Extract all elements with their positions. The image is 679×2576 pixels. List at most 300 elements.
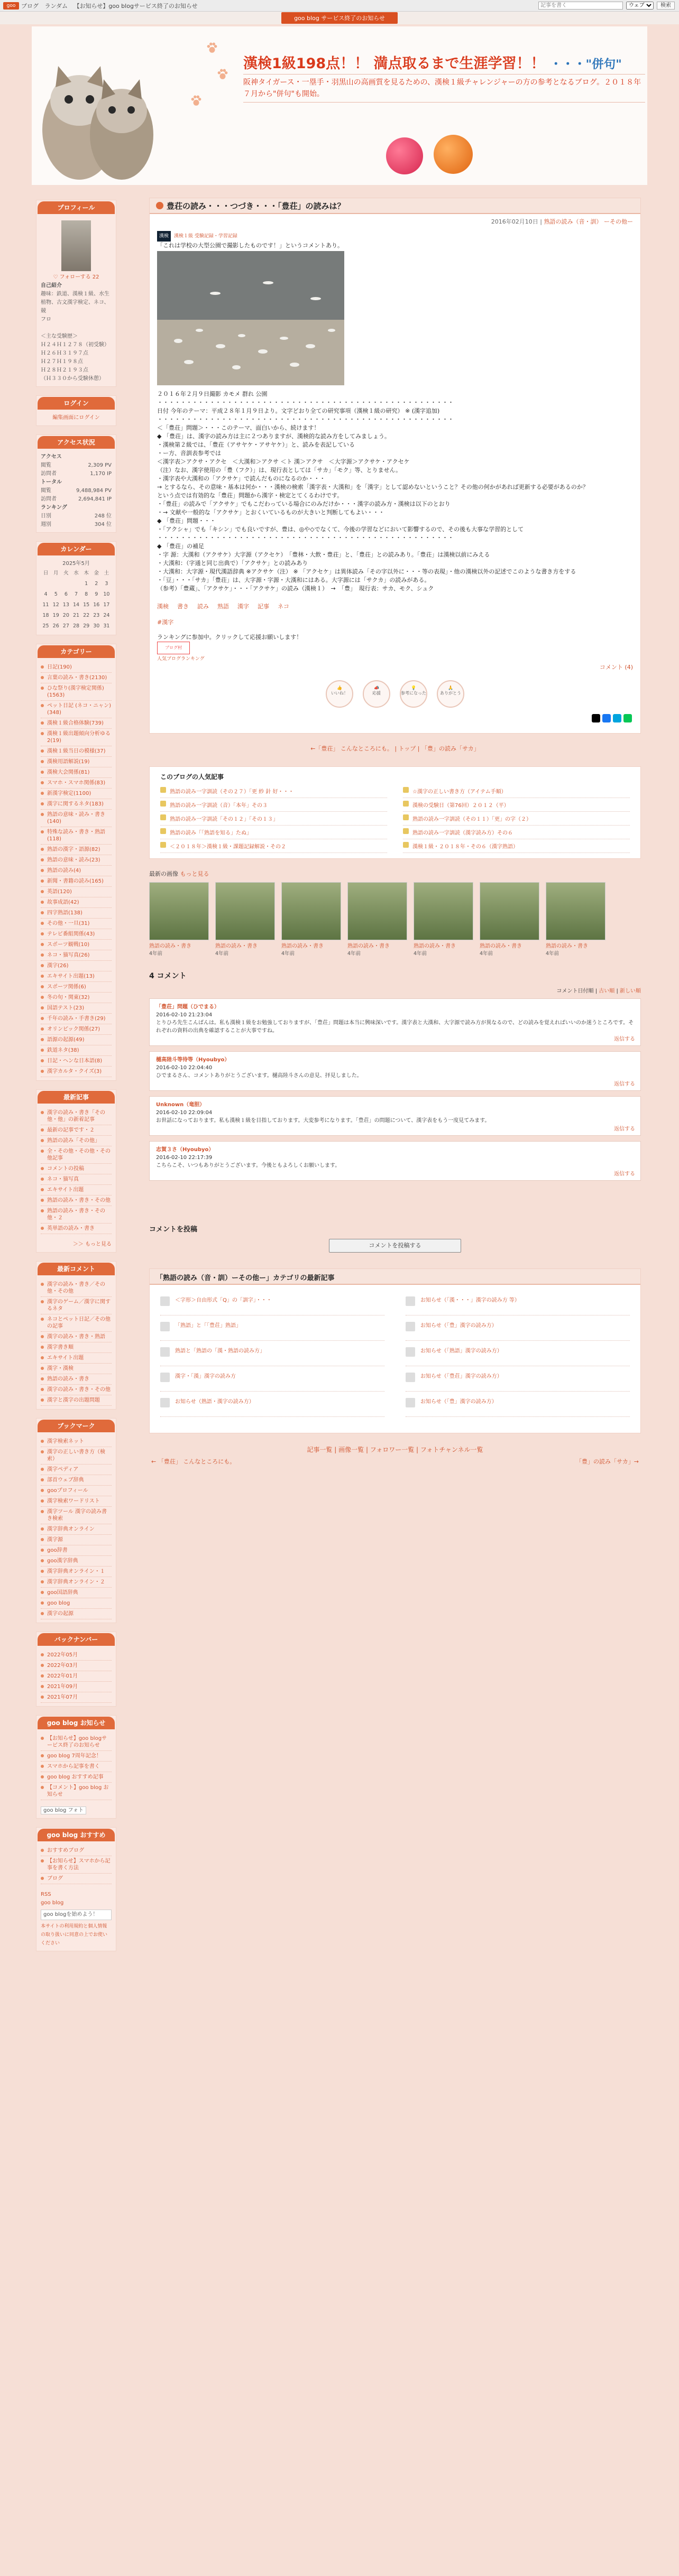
- bookmark-link[interactable]: 漢字検索ネット: [41, 1437, 112, 1447]
- goo-blog-photo-link[interactable]: goo blog フォト: [41, 1806, 86, 1814]
- terms-note: 本サイトの利用規約と個人情報の取り扱いに同意の上でお使いください: [41, 1924, 108, 1946]
- photo-caption: ２０１６年２月９日撮影 カモメ 群れ 公園: [157, 391, 268, 397]
- paw-icon: [190, 95, 202, 107]
- login-box: [36, 395, 116, 426]
- kanken-link[interactable]: 漢検１級 受験記録・学習記録: [174, 234, 237, 239]
- tags[interactable]: #漢字: [157, 619, 174, 626]
- thumbnail-caption[interactable]: 熟語の読み・書き: [149, 943, 191, 949]
- category-link[interactable]: 熟語の読み(4): [41, 866, 112, 876]
- reaction-buttons: [150, 680, 640, 708]
- recent-images-heading: 最新の画像: [149, 870, 178, 877]
- tag-link[interactable]: 読み: [197, 603, 209, 610]
- category-latest: [149, 1268, 641, 1433]
- blog-village-banner[interactable]: ブログ村: [157, 642, 190, 654]
- comments-section: [149, 970, 641, 1202]
- category-link[interactable]: 語源の起源(49): [41, 1035, 112, 1045]
- paw-icon: [206, 42, 218, 54]
- recent-images-more-link[interactable]: もっと見る: [180, 870, 209, 877]
- body-line: ＜「豊荘」問題＞・・・このテーマ、面白いから、続けます！: [157, 424, 320, 431]
- recommend-heading: goo blog おすすめ: [38, 1829, 115, 1841]
- sort-old-link[interactable]: 古い順: [599, 988, 615, 994]
- category-latest-link[interactable]: 熟語と「熟語の「漢・熟語の読み方」: [160, 1341, 384, 1366]
- recent-article-link[interactable]: 熟語の読み・書き・その他: [41, 1196, 112, 1206]
- start-blog-button[interactable]: goo blogを始めよう！: [41, 1910, 112, 1920]
- category-link[interactable]: 言葉の読み・書き(2130): [41, 673, 112, 683]
- backnumber-link[interactable]: 2021年07月: [41, 1692, 112, 1703]
- bookmark-link[interactable]: 漢字の正しい書き方（検索）: [41, 1447, 112, 1465]
- next-post-link[interactable]: 「豊」の読み「サカ」: [421, 745, 480, 752]
- avatar[interactable]: [61, 220, 91, 271]
- line-share-icon[interactable]: [623, 714, 632, 722]
- image-thumbnail[interactable]: [281, 882, 341, 957]
- popular-article-link[interactable]: 熟語の読み一字訓読（その１１）「更」の字（２）: [403, 812, 630, 826]
- category-link[interactable]: 日記・ヘンな日本語(8): [41, 1056, 112, 1067]
- reply-link[interactable]: 返信する: [614, 1036, 635, 1042]
- footer-prev-link[interactable]: ← 「豊荘」 こんなところにも。: [151, 1458, 236, 1465]
- thumbnail-date: 4年前: [347, 951, 361, 957]
- category-link[interactable]: 漢字に関するネタ(183): [41, 799, 112, 810]
- body-line: ・大漢和：（字通と同じ出典で）「アクサケ」との読みあり: [157, 560, 308, 567]
- yarn-ball-icon: [386, 137, 423, 174]
- body-line: ◆ 「豊荘」問題・・・: [157, 517, 216, 524]
- calendar-month: 2025年5月: [62, 561, 90, 567]
- calendar-heading: カレンダー: [38, 543, 115, 555]
- footer-next-link[interactable]: 「豊」の読み「サカ」→: [576, 1458, 639, 1465]
- intro-line: 「これは学校の大型公園で撮影したものです！」というコメントあり。: [157, 242, 343, 249]
- comment-notice: [149, 1197, 641, 1202]
- comment-title: Unknown（竜胆）: [156, 1102, 205, 1108]
- thumbnail-date: 4年前: [281, 951, 295, 957]
- popular-article-link[interactable]: 熟語の読み「「熟語を知る」たぬ」: [160, 826, 387, 839]
- comment-body: とりひろ先生こんばんは。私も漢検１級をお勉強しておりますが、「豊荘」問題は本当に興味深いです。漢字表と大漢和、大字源で読み方が異なるので、どの読みを覚えればいいのか迷うところです。それぞれの資料の出典を確認することが大事ですね。: [156, 1020, 634, 1034]
- popular-heading: このブログの人気記事: [160, 773, 224, 781]
- category-link[interactable]: オリンピック関係(27): [41, 1024, 112, 1035]
- recent-comment-link[interactable]: 漢字の読み・書き・熟語: [41, 1332, 112, 1342]
- recent-article-link[interactable]: ネコ・猫写真: [41, 1174, 112, 1185]
- recent-article-link[interactable]: 最新の記事です・２: [41, 1125, 112, 1136]
- hatena-share-icon[interactable]: [613, 714, 621, 722]
- photo-channel-link[interactable]: フォトチャンネル一覧: [420, 1446, 483, 1453]
- bookmark-link[interactable]: goo国語辞典: [41, 1588, 112, 1598]
- recent-articles-heading: 最新記事: [38, 1091, 115, 1104]
- search-button[interactable]: 検索: [657, 2, 675, 10]
- category-link[interactable]: 新聞・書籍の読み(165): [41, 876, 112, 887]
- category-link[interactable]: 漢検１級合格体験(739): [41, 718, 112, 729]
- recent-article-link[interactable]: エキサイト出題: [41, 1185, 112, 1196]
- article: [149, 198, 641, 734]
- paw-icon: [217, 69, 228, 80]
- category-link[interactable]: 日記(190): [41, 662, 112, 673]
- search-input[interactable]: [538, 2, 623, 10]
- kittens-image: [32, 37, 169, 185]
- access-heading: アクセス状況: [38, 436, 115, 449]
- rank-day: 248 位: [94, 513, 112, 519]
- reaction-cheer-button[interactable]: 📣 応援: [363, 680, 390, 708]
- recommend-link[interactable]: ブログ: [41, 1874, 112, 1884]
- comment-sort: コメント日付順 | 古い順 | 新しい順: [556, 988, 641, 994]
- popular-articles: [149, 766, 641, 859]
- follower-list-link[interactable]: フォロワー一覧: [370, 1446, 415, 1453]
- tag-link[interactable]: 書き: [177, 603, 189, 610]
- comment-count-link[interactable]: コメント (4): [599, 664, 633, 671]
- toolbar-link[interactable]: 【お知らせ】goo blogサービス終了のお知らせ: [74, 2, 198, 10]
- recent-images: [149, 869, 641, 957]
- thumbnail-caption[interactable]: 熟語の読み・書き: [546, 943, 588, 949]
- image-thumbnail[interactable]: [480, 882, 539, 957]
- recent-comment-link[interactable]: 漢字の読み・書き／その他・その他: [41, 1280, 112, 1297]
- popular-article-link[interactable]: 漢検の受験日（第76回）２０１２（平）: [403, 798, 630, 812]
- recent-comment-link[interactable]: エキサイト出題: [41, 1353, 112, 1364]
- comment-title: 志賀３さ（Hyoubyo）: [156, 1147, 214, 1153]
- category-latest-link[interactable]: 「熟語」と「「豊荘」熟語」: [160, 1315, 384, 1341]
- backnumber-link[interactable]: 2022年03月: [41, 1661, 112, 1671]
- tag-link[interactable]: 記事: [258, 603, 269, 610]
- sort-new-link[interactable]: 新しい順: [620, 988, 641, 994]
- thumbnail-image[interactable]: [149, 882, 209, 940]
- category-link[interactable]: 国語テスト(23): [41, 1003, 112, 1014]
- body-line: （注）なお、漢字使用の「豊（フク）」は、現行表としては「サカ」「モク」等、とりません。: [157, 467, 402, 474]
- body-line: ・ー方、音訓表参考では: [157, 450, 221, 457]
- category-link[interactable]: 特殊な読み・書き・熟語(118): [41, 827, 112, 845]
- popular-article-link[interactable]: 熟語の読み一字訓読（漢字読み方）その６: [403, 826, 630, 839]
- blog-title[interactable]: 漢検1級198点！！ 満点取るまで生涯学習！！ ・・・"併句": [243, 55, 622, 72]
- popular-article-link[interactable]: 熟語の読み一字訓読「その１２」「その１３」: [160, 812, 387, 826]
- comments-heading: 4 コメント: [149, 972, 187, 980]
- image-thumbnail[interactable]: [215, 882, 275, 957]
- backnumber-link[interactable]: 2021年09月: [41, 1682, 112, 1692]
- bookmark-link[interactable]: 漢字検索ワードリスト: [41, 1496, 112, 1507]
- total-pv: 9,488,984 PV: [76, 488, 112, 494]
- body-line: 日付 今年のテーマ：平成２８年１月９日より。文字どおり全ての研究事項（漢検１級の研究） ※ (漢字追加): [157, 407, 440, 414]
- x-share-icon[interactable]: [592, 714, 600, 722]
- rss-link[interactable]: RSS: [41, 1892, 51, 1897]
- prev-post-link[interactable]: ←「豊荘」 こんなところにも。: [310, 745, 393, 752]
- category-link[interactable]: 四字熟語(138): [41, 908, 112, 919]
- thumbnail-caption[interactable]: 熟語の読み・書き: [281, 943, 324, 949]
- login-heading: ログイン: [38, 397, 115, 410]
- category-link[interactable]: 漢検用語解説(19): [41, 757, 112, 767]
- backnumber-box: [36, 1632, 116, 1707]
- category-link[interactable]: ペット日記 (ネコ・ニャン)(348): [41, 701, 112, 718]
- profile-box: [36, 200, 116, 387]
- category-link[interactable]: その他・一旦(31): [41, 919, 112, 929]
- more-articles-link[interactable]: ＞＞ もっと見る: [72, 1241, 112, 1247]
- comment-body: こちらこそ、いつもありがとうございます。今後ともよろしくお願いします。: [156, 1163, 341, 1169]
- category-link[interactable]: 漢字カルタ・クイズ(3): [41, 1067, 112, 1077]
- category-link[interactable]: 熟語の意味・読み(23): [41, 855, 112, 866]
- comment: [149, 1141, 641, 1181]
- thumbnail-caption[interactable]: 熟語の読み・書き: [215, 943, 258, 949]
- article-category-link[interactable]: 熟語の読み（音・訓）: [544, 218, 602, 225]
- bookmark-link[interactable]: goo漢字辞典: [41, 1556, 112, 1567]
- bookmark-link[interactable]: 漢字辞典オンライン・２: [41, 1577, 112, 1588]
- bookmark-link[interactable]: 漢字の起源: [41, 1609, 112, 1619]
- body-line: ◆ 「豊荘」は、漢字の読み方は主に２つありますが、漢検的な読み方をしてみましょう。: [157, 433, 390, 440]
- goo-blog-news-heading: goo blog お知らせ: [38, 1717, 115, 1729]
- category-link[interactable]: 故事成語(42): [41, 897, 112, 908]
- body-line: ◆ 「豊荘」の補足: [157, 543, 204, 550]
- recent-article-link[interactable]: 全・その他・その他・その他記事: [41, 1146, 112, 1164]
- bookmark-heading: ブックマーク: [38, 1420, 115, 1432]
- body-line: ・「豆」・・・「サカ」「豊荘」は、大字源・字源・大漢和にはある。大字源には「サクカ」の読みがある。: [157, 577, 430, 583]
- category-latest-link[interactable]: お知らせ（「豊」漢字の読み方）: [406, 1392, 630, 1417]
- search-scope-select[interactable]: [626, 2, 654, 10]
- access-box: アクセス状況 アクセス 閲覧 2,309 PV 訪問者 1,170 IP トータル 閲覧 9,488,984 PV 訪問者 2,694,841 IP ランキング 日別 248 位 週別 304 位: [36, 434, 116, 533]
- goo-news-link[interactable]: 【お知らせ】goo blogサービス終了のお知らせ: [41, 1734, 112, 1751]
- image-thumbnail[interactable]: [347, 882, 407, 957]
- category-latest-link[interactable]: ＜字形＞自由形式「Q」の「訓字」・・・: [160, 1290, 384, 1315]
- reply-link[interactable]: 返信する: [614, 1171, 635, 1177]
- thumbnail-image[interactable]: [414, 882, 473, 940]
- recommend-link[interactable]: 【お知らせ】スマホから記事を書く方法: [41, 1856, 112, 1874]
- body-line: ・・・・・・・・・・・・・・・・・・・・・・・・・・・・・・・・・・・・・・・・・・・・・・・・・・・: [157, 399, 454, 406]
- recommend-link[interactable]: おすすめブログ: [41, 1846, 112, 1856]
- total-visitors: 2,694,841 IP: [78, 496, 112, 502]
- bookmark-link[interactable]: goo blog: [41, 1598, 112, 1609]
- toolbar-link[interactable]: ブログ: [21, 2, 39, 10]
- recent-article-link[interactable]: 漢字の読み・書き「その他・他」の新着記事: [41, 1108, 112, 1125]
- category-link[interactable]: 熟語の漢字・語源(82): [41, 845, 112, 855]
- tag-link[interactable]: 漢字: [237, 603, 249, 610]
- follow-button[interactable]: ♡ フォローする 22: [53, 274, 99, 280]
- body-line: → とするなら、その意味・基本は何か・・・漢検の検索「漢字表・大漢和」を「漢字」として認めないということ？その他の何かがあれば更新する必要があるのか？: [157, 484, 589, 490]
- thumbnail-image[interactable]: [215, 882, 275, 940]
- body-line: ・→ 文献や一般的な「アクサケ」とおくいているものが大きいと判断してもよい・・・: [157, 509, 384, 516]
- thumbnail-date: 4年前: [480, 951, 493, 957]
- category-link[interactable]: テレビ番組関係(43): [41, 929, 112, 940]
- category-latest-link[interactable]: お知らせ（「漢・・・」漢字の読み方 等）: [406, 1290, 630, 1315]
- body-line: ＜漢字表＞アクサ・アクセ ＜大漢和＞アクサ ＜ト 漢＞アクサ ＜大字源＞アクサケ・アクセケ: [157, 458, 410, 465]
- category-link[interactable]: 漢検１級当日の模様(37): [41, 746, 112, 757]
- category-link[interactable]: ネコ・猫写真(26): [41, 950, 112, 961]
- calendar-box: [36, 541, 116, 635]
- comment-title: 「豊荘」問題（ひでまる）: [156, 1004, 219, 1010]
- comment-date: 2016-02-10 22:09:04: [156, 1110, 213, 1116]
- thumbnail-caption[interactable]: 熟語の読み・書き: [480, 943, 522, 949]
- goo-logo[interactable]: goo: [3, 2, 19, 10]
- ranking-note: ランキングに参加中。クリックして応援お願いします！: [157, 634, 302, 641]
- recommend-box: [36, 1827, 116, 1951]
- goo-news-link[interactable]: goo blog 7周年記念！: [41, 1751, 112, 1762]
- kanken-badge[interactable]: 漢検: [157, 231, 171, 242]
- goo-blog-news-box: [36, 1715, 116, 1819]
- bookmark-box: [36, 1418, 116, 1623]
- sidebar: [36, 200, 116, 1960]
- recent-articles-box: [36, 1089, 116, 1253]
- seagulls-photo[interactable]: [157, 251, 344, 385]
- login-link[interactable]: 編集画面にログイン: [52, 415, 100, 421]
- goo-toolbar: [0, 0, 679, 12]
- reaction-like-button[interactable]: 👍 いいね！: [326, 680, 353, 708]
- backnumber-link[interactable]: 2022年01月: [41, 1671, 112, 1682]
- recent-article-link[interactable]: 英単語の読み・書き: [41, 1224, 112, 1234]
- thumbnail-date: 4年前: [414, 951, 427, 957]
- backnumber-link[interactable]: 2022年05月: [41, 1650, 112, 1661]
- category-link[interactable]: 新漢字検定(1100): [41, 789, 112, 799]
- body-line: ・大漢和：大字源・現代漢語辞典 ※アクサケ（注） ※ 「アクセケ」は異体読み「その字以外に・・・等の表現」・他の漢検以外の記述でこのような書き方をする: [157, 568, 576, 575]
- facebook-share-icon[interactable]: [602, 714, 611, 722]
- thumbnail-caption[interactable]: 熟語の読み・書き: [414, 943, 456, 949]
- category-link[interactable]: 漢検大会関係(81): [41, 767, 112, 778]
- category-heading: カテゴリー: [38, 645, 115, 658]
- title-bullet-icon: [156, 202, 163, 209]
- today-visitors: 1,170 IP: [90, 471, 112, 477]
- comment-date: 2016-02-10 22:04:40: [156, 1065, 213, 1071]
- recent-comment-link[interactable]: 漢字の読み・書き・その他: [41, 1385, 112, 1395]
- article-body: [150, 229, 640, 674]
- tag-link[interactable]: 漢検: [157, 603, 169, 610]
- comment-date: 2016-02-10 21:23:04: [156, 1012, 213, 1018]
- rank-label: ランキング: [41, 505, 67, 511]
- comment: [149, 1096, 641, 1136]
- category-link[interactable]: エキサイト出題(13): [41, 971, 112, 982]
- body-line: という点では有効的な「豊荘」問題から漢字・検定とてくるわけです。: [157, 492, 343, 499]
- bookmark-link[interactable]: 漢字辞典オンライン: [41, 1524, 112, 1535]
- category-latest-link[interactable]: お知らせ（「豊」漢字の読み方）: [406, 1315, 630, 1341]
- reaction-helpful-button[interactable]: 💡 参考になった: [400, 680, 427, 708]
- category-latest-link[interactable]: 漢字・「漢」漢字の読み方: [160, 1366, 384, 1392]
- post-comment-section: [149, 1224, 641, 1253]
- today-pv: 2,309 PV: [88, 462, 112, 468]
- backnumber-heading: バックナンバー: [38, 1633, 115, 1646]
- toolbar-link[interactable]: ランダム: [44, 2, 68, 10]
- profile-heading: プロフィール: [38, 201, 115, 214]
- category-latest-link[interactable]: お知らせ（「熟語」漢字の読み方）: [406, 1341, 630, 1366]
- body-line: （参考）「豊蔵」、「アクサケ」・・・「アクサケ」の読み（漢検１） → 「豊」 現行表：サカ、モク、シュク: [157, 585, 434, 592]
- body-line: ・漢検第２級では、「豊荘（アサヤケ・アサヤケ）」と、読みを表記している: [157, 441, 355, 448]
- category-latest-link[interactable]: お知らせ（熟語・漢字の読み方）: [160, 1392, 384, 1417]
- bookmark-link[interactable]: 漢字源: [41, 1535, 112, 1545]
- article-subcategory-link[interactable]: ーその他ー: [604, 218, 633, 225]
- category-latest-heading: 「熟語の読み（音・訓）ーその他ー」カテゴリの最新記事: [150, 1269, 640, 1285]
- bookmark-link[interactable]: goo辞書: [41, 1545, 112, 1556]
- profile-text: 趣味：鉄道、漢検１級、水生 植物、古文漢字検定、ネコ、競 フロ ＜主な受験歴＞ Ｈ２４Ｈ１２７８（初受験） Ｈ２６Ｈ３１９７点 Ｈ２７Ｈ１９８点 Ｈ２８Ｈ２１９３点 （Ｈ３３０から受験休憩）: [41, 291, 109, 382]
- service-notice-bar: [0, 12, 679, 24]
- total-label: トータル: [41, 479, 62, 485]
- image-thumbnail[interactable]: [414, 882, 473, 957]
- bookmark-link[interactable]: 漢字辞典オンライン・１: [41, 1567, 112, 1577]
- category-link[interactable]: 鉄道ネタ(38): [41, 1045, 112, 1056]
- tag-link[interactable]: ネコ: [278, 603, 289, 610]
- article-list-link[interactable]: 記事一覧: [307, 1446, 333, 1453]
- popular-article-link[interactable]: 漢検１級・２０１８年・その６（漢字熟語）: [403, 839, 630, 853]
- popular-article-link[interactable]: ＜２０１８年＞漢検１級・課題記録解説・その２: [160, 839, 387, 853]
- goo-news-link[interactable]: goo blog おすすめ記事: [41, 1772, 112, 1783]
- comment-date: 2016-02-10 22:17:39: [156, 1155, 213, 1161]
- blog-description: 阪神タイガース・一塁手・羽黒山の高画質を見るための、漢検１級チャレンジャーの方の参考となるブログ。２０１８年７月から"併句"も開始。: [243, 74, 645, 103]
- goo-news-link[interactable]: スマホから記事を書く: [41, 1762, 112, 1772]
- comment-title: 樋高陸斗等待等（Hyoubyo）: [156, 1057, 230, 1063]
- article-meta: 2016年02月10日 | 熟語の読み（音・訓） ーその他ー: [491, 218, 633, 225]
- post-comment-button[interactable]: コメントを投稿する: [329, 1239, 461, 1253]
- recent-comment-link[interactable]: 漢字書き順: [41, 1342, 112, 1353]
- recent-comment-link[interactable]: ネコとペット日記／その他の記事: [41, 1314, 112, 1332]
- category-link[interactable]: 熟語の意味・読み・書き(140): [41, 810, 112, 827]
- recent-comment-link[interactable]: 漢字のゲーム／漢字に関するネタ: [41, 1297, 112, 1314]
- bookmark-link[interactable]: 部首ウェブ辞典: [41, 1475, 112, 1486]
- yarn-ball-icon: [434, 135, 473, 174]
- calendar-table: 日 月 火 水 木 金 土 1 2 3 4 5 6 7 8 9 10 11 12 13 14 15 16 17 18 19 20 21 22 23 24 25 26 27 28 29 30 31: [42, 570, 110, 629]
- body-line: ・「アクシャ」でも「キシン」でも良いですが、豊は、◎や◇でなくて、今後の学習などにおいて影響するので、その後も大事な学習的として: [157, 526, 524, 533]
- recent-comment-link[interactable]: 漢字・漢検: [41, 1364, 112, 1374]
- thumbnail-image[interactable]: [480, 882, 539, 940]
- image-list-link[interactable]: 画像一覧: [338, 1446, 364, 1453]
- reply-link[interactable]: 返信する: [614, 1081, 635, 1087]
- top-link[interactable]: トップ: [398, 745, 416, 752]
- category-link[interactable]: スポーツ関係(6): [41, 982, 112, 993]
- popular-article-link[interactable]: ☆漢字の正しい書き方（アイテム手順）: [403, 784, 630, 798]
- popular-article-link[interactable]: 熟語の読み一字訓読（音）「本年」その３: [160, 798, 387, 812]
- category-link[interactable]: 冬の旬・関東(32): [41, 993, 112, 1003]
- recent-article-link[interactable]: コメントの投稿: [41, 1164, 112, 1174]
- goo-news-link[interactable]: 【コメント】goo blog お知らせ: [41, 1783, 112, 1800]
- category-latest-link[interactable]: お知らせ（「豊荘」漢字の読み方）: [406, 1366, 630, 1392]
- bookmark-link[interactable]: 漢字ツール 漢字の読み書き検索: [41, 1507, 112, 1524]
- thumbnail-image[interactable]: [347, 882, 407, 940]
- rank-week: 304 位: [94, 522, 112, 527]
- ranking-link[interactable]: 人気ブログランキング: [157, 656, 205, 662]
- category-link[interactable]: 千年の読み・手書き(29): [41, 1014, 112, 1024]
- goo-blog-link[interactable]: goo blog: [41, 1900, 64, 1906]
- bookmark-link[interactable]: gooプロフィール: [41, 1486, 112, 1496]
- recent-comments-heading: 最新コメント: [38, 1263, 115, 1275]
- category-link[interactable]: スマホ・スマホ関係(83): [41, 778, 112, 789]
- image-thumbnail[interactable]: [149, 882, 209, 957]
- service-notice-link[interactable]: goo blog サービス終了のお知らせ: [281, 12, 398, 24]
- category-link[interactable]: 漢字(26): [41, 961, 112, 971]
- recent-comment-link[interactable]: 漢字と漢字の出題問題: [41, 1395, 112, 1406]
- blog-header: [32, 26, 647, 185]
- list-links: 記事一覧 | 画像一覧 | フォロワー一覧 | フォトチャンネル一覧: [307, 1446, 483, 1453]
- category-link[interactable]: ひな祭り(漢字検定関係)(1563): [41, 683, 112, 701]
- body-line: ・「豊荘」の読みで「アクサケ」でもこだわっている場合にのみだけか・・・漢字の読み方・漢検は以下のとおり: [157, 501, 451, 507]
- profile-name: 自己紹介: [41, 283, 62, 289]
- thumbnail-image[interactable]: [281, 882, 341, 940]
- bookmark-link[interactable]: 漢字ペディア: [41, 1465, 112, 1475]
- body-line: ・漢字表や大漢和の「アクサケ」で読んだものになるのか・・・: [157, 475, 326, 482]
- share-icons: [150, 714, 640, 722]
- post-comment-heading: コメントを投稿: [149, 1226, 198, 1234]
- category-link[interactable]: 漢検１級出題傾向分析ゆる2(19): [41, 729, 112, 746]
- category-box: [36, 644, 116, 1081]
- recent-article-link[interactable]: 熟語の読み・書き・その他・２: [41, 1206, 112, 1224]
- recent-comments-box: [36, 1261, 116, 1410]
- category-link[interactable]: スポーツ観戦(10): [41, 940, 112, 950]
- popular-article-link[interactable]: 熟語の読み一字訓読（その２７）「更 紗 針 好・・・: [160, 784, 387, 798]
- thumbnail-date: 4年前: [149, 951, 163, 957]
- reply-link[interactable]: 返信する: [614, 1126, 635, 1132]
- recent-comment-link[interactable]: 熟語の読み・書き: [41, 1374, 112, 1385]
- body-line: ・字 源：大漢和（アクサケ）大字源（アクセケ） 「豊林・大飲・豊荘」と、「豊荘」との読みあり。「豊荘」は漢検以前にみえる: [157, 551, 490, 558]
- footer-navigation: [149, 1457, 641, 1466]
- recent-article-link[interactable]: 熟語の読み「その他」: [41, 1136, 112, 1146]
- main-column: [149, 198, 641, 1466]
- body-line: ・・・・・・・・・・・・・・・・・・・・・・・・・・・・・・・・・・・・・・・・・・・・・・・・・・・: [157, 416, 454, 423]
- body-line: ・・・・・・・・・・・・・・・・・・・・・・・・・・・・・・・・・・・・・・・・・・・・・・・・・・・: [157, 534, 454, 541]
- thumbnail-caption[interactable]: 熟語の読み・書き: [347, 943, 390, 949]
- comment: [149, 998, 641, 1046]
- thumbnail-image[interactable]: [546, 882, 605, 940]
- post-navigation: ←「豊荘」 こんなところにも。 | トップ | 「豊」の読み「サカ」: [310, 745, 480, 752]
- thumbnail-date: 4年前: [215, 951, 229, 957]
- tag-link[interactable]: 熟語: [217, 603, 229, 610]
- comment-body: ひでまるさん、コメントありがとうございます。樋高陸斗さんの意見、拝見しました。: [156, 1073, 362, 1079]
- image-thumbnail[interactable]: [546, 882, 605, 957]
- comment: [149, 1051, 641, 1091]
- category-link[interactable]: 英語(120): [41, 887, 112, 897]
- reaction-thanks-button[interactable]: 🙏 ありがとう: [437, 680, 464, 708]
- article-title[interactable]: 豊荘の読み・・・つづき・・・「豊荘」の読みは？: [150, 198, 640, 214]
